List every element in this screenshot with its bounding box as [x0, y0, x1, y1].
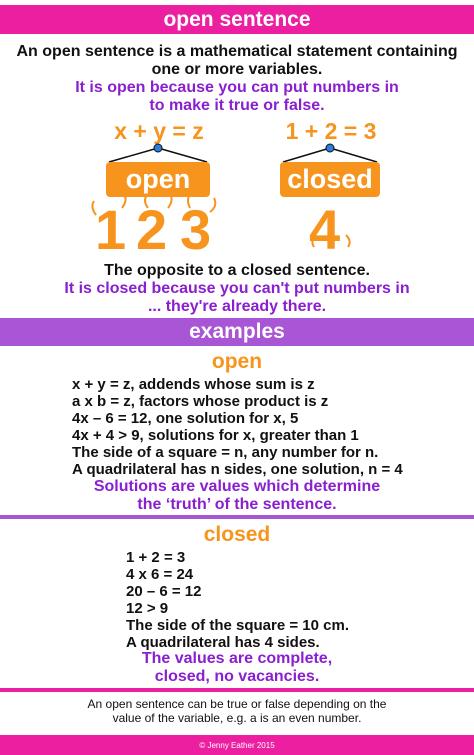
closed-examples-list — [126, 549, 349, 651]
examples-band — [0, 318, 474, 346]
list-item: 20 – 6 = 12 — [126, 583, 202, 600]
digit-decorations — [0, 190, 474, 265]
closed-note-2: closed, no vacancies. — [154, 668, 320, 685]
list-item: 4 x 6 = 24 — [126, 566, 194, 583]
list-item: A quadrilateral has n sides, one solution, n = 4 — [72, 461, 403, 478]
open-sign-label: open — [125, 164, 191, 194]
list-item: The side of the square = 10 cm. — [126, 617, 349, 634]
open-equation: x + y = z — [114, 118, 204, 144]
closed-sign-label: closed — [287, 164, 373, 194]
open-examples-list — [72, 376, 403, 478]
list-item: The side of a square = n, any number for n. — [72, 444, 379, 461]
footer-line-1: An open sentence can be true or false depending on the — [87, 697, 387, 711]
list-item: 12 > 9 — [126, 600, 169, 617]
footer-band — [0, 735, 474, 755]
copyright: © Jenny Eather 2015 — [199, 740, 275, 750]
closed-equation: 1 + 2 = 3 — [285, 118, 377, 144]
footer-line-2: value of the variable, e.g. a is an even number. — [112, 711, 362, 725]
open-section-title: open — [211, 350, 263, 373]
open-digit-2: 2 — [136, 198, 168, 261]
contrast-line: The opposite to a closed sentence. — [104, 262, 370, 279]
open-digit-1: 1 — [95, 198, 127, 261]
open-note-2: the ‘truth’ of the sentence. — [137, 496, 337, 513]
intro-note-2: to make it true or false. — [149, 97, 325, 114]
page-title: open sentence — [163, 7, 311, 31]
intro-line-1: An open sentence is a mathematical statement containing — [16, 43, 458, 60]
examples-title: examples — [189, 320, 285, 343]
list-item: a x b = z, factors whose product is z — [72, 393, 329, 410]
list-item: 4x – 6 = 12, one solution for x, 5 — [72, 410, 299, 427]
contrast-note-2: ... they're already there. — [147, 298, 327, 315]
intro-line-2: one or more variables. — [151, 61, 323, 78]
list-item: A quadrilateral has 4 sides. — [126, 634, 320, 651]
closed-section-title: closed — [203, 523, 271, 546]
open-note-1: Solutions are values which determine — [93, 478, 381, 495]
list-item: 4x + 4 > 9, solutions for x, greater than 1 — [72, 427, 359, 444]
list-item: 1 + 2 = 3 — [126, 549, 186, 566]
divider — [0, 515, 474, 519]
closed-note-1: The values are complete, — [141, 650, 333, 667]
closed-digit: 4 — [309, 198, 341, 261]
list-item: x + y = z, addends whose sum is z — [72, 376, 315, 393]
intro-note-1: It is open because you can put numbers in — [75, 79, 399, 96]
open-digit-3: 3 — [180, 198, 212, 261]
divider — [0, 688, 474, 692]
contrast-note-1: It is closed because you can't put numbers in — [64, 280, 410, 297]
